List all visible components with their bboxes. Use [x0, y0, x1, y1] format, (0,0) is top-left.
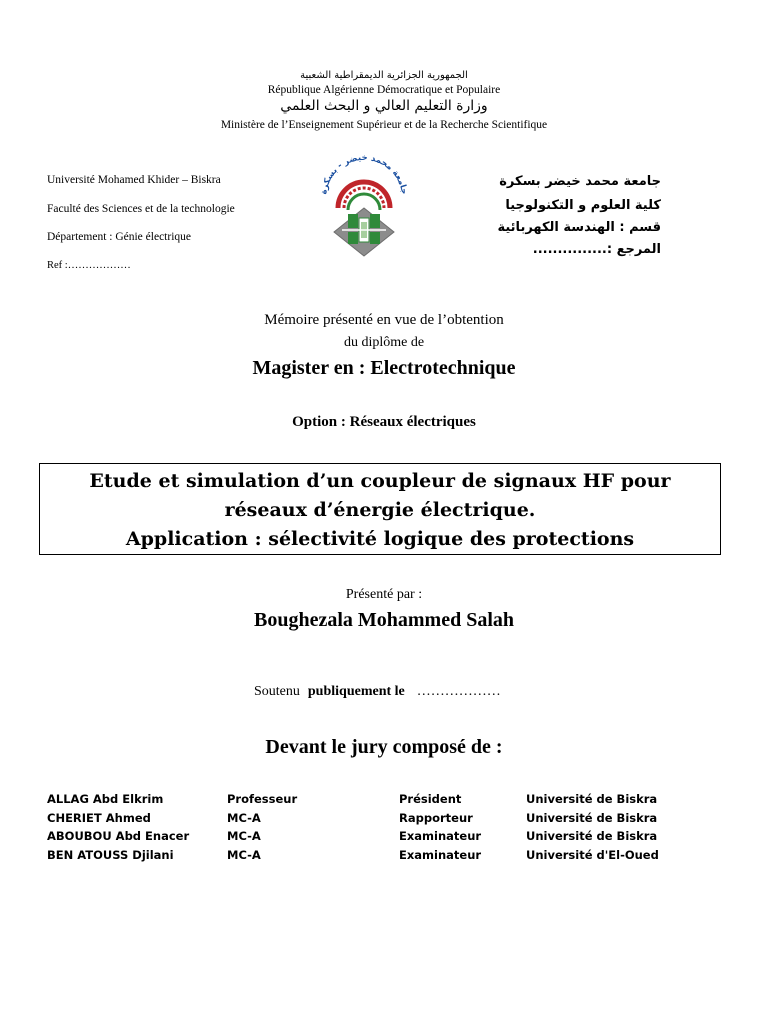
jury-name: ALLAG Abd Elkrim: [47, 792, 164, 806]
department-name-fr: Département : Génie électrique: [47, 231, 191, 243]
university-seal-icon: [318, 152, 410, 262]
thesis-title-line-1: Etude et simulation d’un coupleur de signaux HF pour: [89, 470, 671, 492]
diplome-statement: du diplôme de: [343, 335, 425, 350]
jury-grade: MC-A: [227, 810, 261, 825]
jury-role: Rapporteur: [399, 810, 473, 825]
jury-institution: Université de Biskra: [526, 829, 658, 843]
jury-role: Examinateur: [399, 847, 482, 862]
defense-date: ………………: [416, 684, 501, 699]
soutenu-label: Soutenu: [254, 684, 300, 699]
jury-grade: MC-A: [227, 829, 261, 843]
university-name-fr: Université Mohamed Khider – Biskra: [47, 174, 221, 186]
jury-grade: MC-A: [227, 847, 261, 862]
reference-ar: المرجع :...............: [532, 242, 661, 257]
thesis-title-line-2: réseaux d’énergie électrique.: [224, 499, 536, 521]
memoire-statement: Mémoire présenté en vue de l’obtention: [264, 312, 504, 328]
jury-name: BEN ATOUSS Djilani: [47, 847, 174, 862]
department-name-ar: قسم : الهندسة الكهربائية: [497, 220, 661, 235]
jury-role: Président: [399, 792, 462, 806]
jury-institution: Université de Biskra: [526, 810, 658, 825]
jury-grade: Professeur: [227, 792, 298, 806]
defense-line: [254, 684, 501, 700]
header-french-republic: République Algérienne Démocratique et Populaire: [267, 84, 501, 96]
reference-fr: Ref :………………: [47, 260, 131, 271]
degree-title: Magister en : Electrotechnique: [252, 357, 516, 379]
logo-arc-text: جامعة محمد خيضر - بسكرة: [319, 152, 409, 196]
header-arabic-ministry: وزارة التعليم العالي و البحث العلمي: [280, 98, 488, 114]
jury-name: CHERIET Ahmed: [47, 810, 151, 825]
presented-by-label: Présenté par :: [345, 587, 423, 602]
jury-title: Devant le jury composé de :: [265, 736, 503, 758]
university-name-ar: جامعة محمد خيضر بسكرة: [499, 174, 661, 189]
jury-institution: Université de Biskra: [526, 792, 658, 806]
degree-option: Option : Réseaux électriques: [292, 414, 476, 430]
jury-role: Examinateur: [399, 829, 482, 843]
jury-institution: Université d'El-Oued: [526, 847, 659, 862]
faculty-name-fr: Faculté des Sciences et de la technologie: [47, 203, 235, 215]
publiquement-label: publiquement le: [307, 684, 405, 699]
header-arabic-republic: الجمهورية الجزائرية الديمقراطية الشعبية: [300, 70, 468, 81]
header-french-ministry: Ministère de l’Enseignement Supérieur et de la Recherche Scientifique: [220, 119, 548, 131]
author-name: Boughezala Mohammed Salah: [253, 609, 515, 631]
faculty-name-ar: كلية العلوم و التكنولوجيا: [505, 198, 661, 213]
thesis-title-line-3: Application : sélectivité logique des protections: [125, 528, 635, 550]
thesis-title-box: [39, 463, 721, 555]
jury-name: ABOUBOU Abd Enacer: [47, 829, 190, 843]
